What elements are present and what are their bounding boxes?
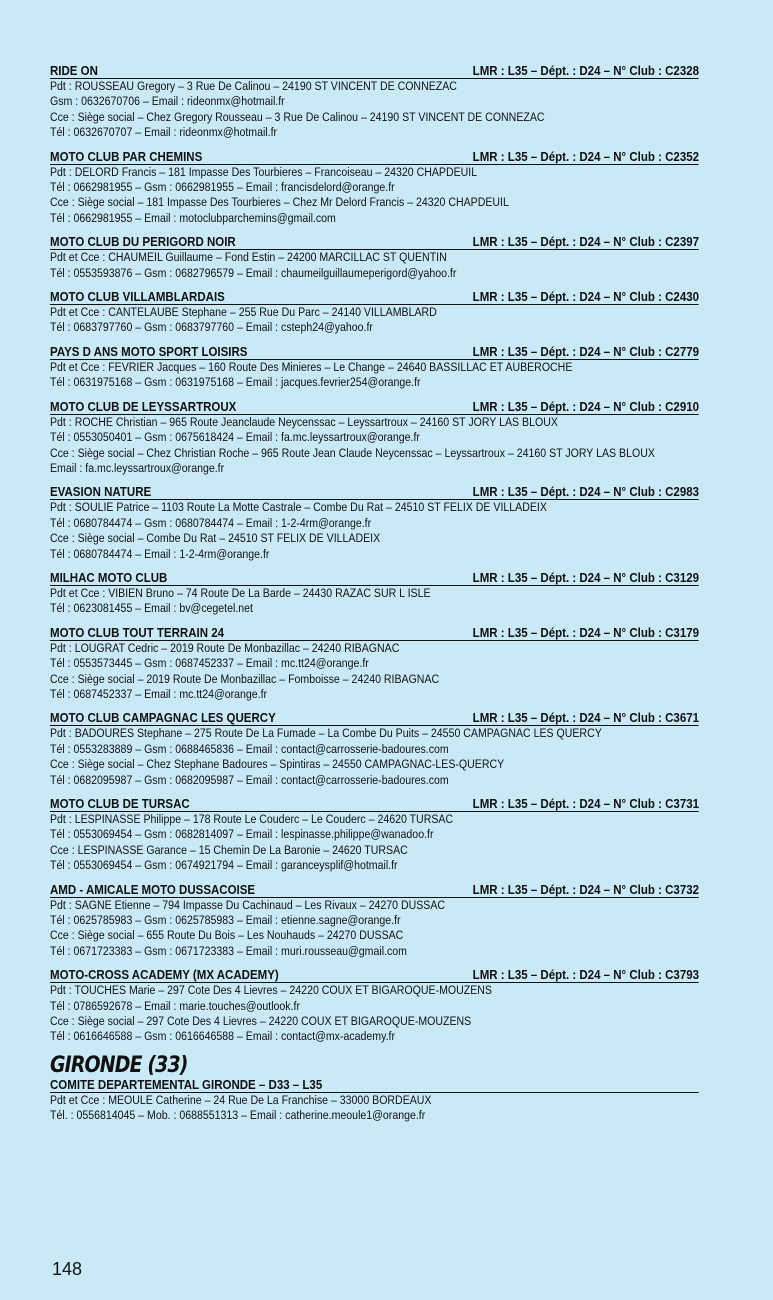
club-code: LMR : L35 – Dépt. : D24 – N° Club : C3179 (472, 625, 700, 640)
club-entry (50, 235, 699, 281)
club-contact-line: Pdt : DELORD Francis – 181 Impasse Des Tourbieres – Francoiseau – 24320 CHAPDEUIL (50, 164, 478, 179)
club-contact-line: Pdt : LOUGRAT Cedric – 2019 Route De Monbazillac – 24240 RIBAGNAC (50, 640, 400, 655)
club-contact-line: Tél : 0625785983 – Gsm : 0625785983 – Email : etienne.sagne@orange.fr (50, 913, 401, 928)
club-contact-line: Pdt : SOULIE Patrice – 1103 Route La Motte Castrale – Combe Du Rat – 24510 ST FELIX DE VILLADEIX (50, 500, 547, 515)
club-contact-line: Tél : 0682095987 – Gsm : 0682095987 – Email : contact@carrosserie-badoures.com (50, 772, 449, 787)
club-header (50, 485, 699, 500)
club-header (50, 235, 699, 250)
club-contact-line: Cce : Siège social – 181 Impasse Des Tourbieres – Chez Mr Delord Francis – 24320 CHAPDEUIL (50, 195, 509, 210)
club-contact-line: Tél : 0553050401 – Gsm : 0675618424 – Email : fa.mc.leyssartroux@orange.fr (50, 430, 420, 445)
club-contact-line: Tél : 0616646588 – Gsm : 0616646588 – Email : contact@mx-academy.fr (50, 1029, 396, 1044)
club-name: MOTO CLUB DE LEYSSARTROUX (50, 399, 237, 414)
club-entry (50, 626, 699, 703)
club-header (50, 150, 699, 165)
club-contact-line: Pdt : ROCHE Christian – 965 Route Jeanclaude Neycenssac – Leyssartroux – 24160 ST JORY LAS BLOUX (50, 414, 558, 429)
club-header (50, 64, 699, 79)
club-name: MOTO CLUB DE TURSAC (50, 797, 190, 811)
club-contact-line: Pdt : BADOURES Stephane – 275 Route De La Fumade – La Combe Du Puits – 24550 CAMPAGNAC LES QUERCY (50, 726, 602, 741)
club-contact-line: Email : fa.mc.leyssartroux@orange.fr (50, 460, 225, 475)
page-number: 148 (52, 1259, 83, 1279)
club-contact-line: Tél : 0687452337 – Email : mc.tt24@orange.fr (50, 686, 268, 701)
club-list (50, 64, 699, 1045)
club-contact-line: Cce : Siège social – 2019 Route De Monbazillac – Fomboisse – 24240 RIBAGNAC (50, 671, 440, 686)
club-header (50, 290, 699, 305)
club-name: MOTO CLUB PAR CHEMINS (50, 149, 203, 164)
club-entry (50, 797, 699, 874)
club-contact-line: Cce : Siège social – Chez Christian Roche – 965 Route Jean Claude Neycenssac – Leyssartroux – 24160 ST JORY LAS BLOUX (50, 445, 655, 460)
club-contact-line: Tél : 0632670707 – Email : rideonmx@hotmail.fr (50, 125, 278, 140)
club-contact-line: Tél : 0680784474 – Email : 1-2-4rm@orange.fr (50, 546, 270, 561)
club-header (50, 711, 699, 726)
club-header (50, 883, 699, 898)
club-contact-line: Pdt : TOUCHES Marie – 297 Cote Des 4 Lievres – 24220 COUX ET BIGAROQUE-MOUZENS (50, 983, 492, 998)
club-contact-line: Tél : 0671723383 – Gsm : 0671723383 – Email : muri.rousseau@gmail.com (50, 943, 407, 958)
club-contact-line: Tél : 0553069454 – Gsm : 0674921794 – Email : garanceysplif@hotmail.fr (50, 858, 398, 873)
gironde-section (50, 1054, 699, 1124)
club-contact-line: Tél : 0553069454 – Gsm : 0682814097 – Email : lespinasse.philippe@wanadoo.fr (50, 827, 434, 842)
club-header (50, 968, 699, 983)
club-contact-line: Pdt : SAGNE Etienne – 794 Impasse Du Cachinaud – Les Rivaux – 24270 DUSSAC (50, 897, 446, 912)
club-contact-line: Cce : Siège social – 297 Cote Des 4 Lievres – 24220 COUX ET BIGAROQUE-MOUZENS (50, 1014, 472, 1029)
club-code: LMR : L35 – Dépt. : D24 – N° Club : C2397 (472, 235, 700, 250)
committee-name: COMITE DEPARTEMENTAL GIRONDE – D33 – L35 (50, 1077, 323, 1092)
club-entry (50, 150, 699, 227)
club-header (50, 345, 699, 360)
club-contact-line: Tél : 0786592678 – Email : marie.touches@outlook.fr (50, 998, 301, 1013)
club-contact-line: Pdt : LESPINASSE Philippe – 178 Route Le Couderc – Le Couderc – 24620 TURSAC (50, 812, 454, 826)
club-contact-line: Pdt et Cce : VIBIEN Bruno – 74 Route De La Barde – 24430 RAZAC SUR L ISLE (50, 585, 431, 600)
club-header (50, 626, 699, 641)
club-code: LMR : L35 – Dépt. : D24 – N° Club : C2352 (472, 149, 700, 164)
club-contact-line: Pdt et Cce : FEVRIER Jacques – 160 Route Des Minieres – Le Change – 24640 BASSILLAC ET AUBEROCHE (50, 359, 573, 374)
club-code: LMR : L35 – Dépt. : D24 – N° Club : C2430 (472, 290, 700, 305)
club-contact-line: Cce : Siège social – 655 Route Du Bois – Les Nouhauds – 24270 DUSSAC (50, 928, 404, 943)
club-contact-line: Cce : Siège social – Chez Stephane Badoures – Spintiras – 24550 CAMPAGNAC-LES-QUERCY (50, 757, 505, 772)
committee-line: Pdt et Cce : MEOULE Catherine – 24 Rue De La Franchise – 33000 BORDEAUX (50, 1092, 432, 1107)
club-name: MOTO CLUB TOUT TERRAIN 24 (50, 625, 225, 640)
club-entry (50, 485, 699, 562)
club-contact-line: Tél : 0680784474 – Gsm : 0680784474 – Email : 1-2-4rm@orange.fr (50, 515, 372, 530)
club-contact-line: Tél : 0631975168 – Gsm : 0631975168 – Email : jacques.fevrier254@orange.fr (50, 375, 421, 390)
club-code: LMR : L35 – Dépt. : D24 – N° Club : C3731 (472, 797, 700, 811)
club-contact-line: Tél : 0553573445 – Gsm : 0687452337 – Email : mc.tt24@orange.fr (50, 656, 369, 671)
club-entry (50, 64, 699, 141)
club-contact-line: Tél : 0683797760 – Gsm : 0683797760 – Email : csteph24@yahoo.fr (50, 320, 373, 335)
club-contact-line: Cce : LESPINASSE Garance – 15 Chemin De La Baronie – 24620 TURSAC (50, 842, 408, 857)
club-entry (50, 571, 699, 617)
club-name: MOTO CLUB CAMPAGNAC LES QUERCY (50, 711, 276, 726)
committee-line: Tél. : 0556814045 – Mob. : 0688551313 – Email : catherine.meoule1@orange.fr (50, 1108, 426, 1123)
club-code: LMR : L35 – Dépt. : D24 – N° Club : C3129 (472, 570, 700, 585)
club-name: EVASION NATURE (50, 485, 152, 500)
club-name: MOTO CLUB VILLAMBLARDAIS (50, 290, 225, 305)
club-contact-line: Tél : 0553283889 – Gsm : 0688465836 – Email : contact@carrosserie-badoures.com (50, 741, 449, 756)
club-contact-line: Cce : Siège social – Combe Du Rat – 24510 ST FELIX DE VILLADEIX (50, 531, 381, 546)
club-contact-line: Cce : Siège social – Chez Gregory Rousseau – 3 Rue De Calinou – 24190 ST VINCENT DE CONNEZAC (50, 109, 545, 124)
club-name: MILHAC MOTO CLUB (50, 570, 168, 585)
club-contact-line: Pdt et Cce : CHAUMEIL Guillaume – Fond Estin – 24200 MARCILLAC ST QUENTIN (50, 250, 447, 265)
club-code: LMR : L35 – Dépt. : D24 – N° Club : C3671 (472, 711, 700, 726)
club-entry (50, 345, 699, 391)
club-name: PAYS D ANS MOTO SPORT LOISIRS (50, 344, 248, 359)
club-contact-line: Pdt et Cce : CANTELAUBE Stephane – 255 Rue Du Parc – 24140 VILLAMBLARD (50, 305, 437, 320)
club-contact-line: Pdt : ROUSSEAU Gregory – 3 Rue De Calinou – 24190 ST VINCENT DE CONNEZAC (50, 79, 457, 93)
club-entry (50, 711, 699, 788)
club-entry (50, 290, 699, 336)
club-entry (50, 968, 699, 1045)
club-header (50, 400, 699, 415)
club-name: MOTO CLUB DU PERIGORD NOIR (50, 235, 236, 250)
club-contact-line: Tél : 0662981955 – Gsm : 0662981955 – Email : francisdelord@orange.fr (50, 180, 395, 195)
club-name: MOTO-CROSS ACADEMY (MX ACADEMY) (50, 968, 279, 983)
club-header (50, 571, 699, 586)
club-contact-line: Tél : 0623081455 – Email : bv@cegetel.net (50, 601, 253, 616)
club-code: LMR : L35 – Dépt. : D24 – N° Club : C2910 (472, 399, 700, 414)
club-name: AMD - AMICALE MOTO DUSSACOISE (50, 882, 256, 897)
club-entry (50, 400, 699, 477)
club-code: LMR : L35 – Dépt. : D24 – N° Club : C2328 (472, 64, 700, 78)
club-code: LMR : L35 – Dépt. : D24 – N° Club : C2983 (472, 485, 700, 500)
club-name: RIDE ON (50, 64, 98, 78)
club-code: LMR : L35 – Dépt. : D24 – N° Club : C3732 (472, 882, 700, 897)
section-title: GIRONDE (33) (50, 1052, 188, 1078)
committee-entry (50, 1078, 699, 1124)
club-code: LMR : L35 – Dépt. : D24 – N° Club : C2779 (472, 344, 700, 359)
club-header (50, 797, 699, 812)
club-contact-line: Tél : 0553593876 – Gsm : 0682796579 – Email : chaumeilguillaumeperigord@yahoo.fr (50, 265, 457, 280)
club-contact-line: Gsm : 0632670706 – Email : rideonmx@hotmail.fr (50, 94, 285, 109)
committee-header (50, 1078, 699, 1093)
club-contact-line: Tél : 0662981955 – Email : motoclubparchemins@gmail.com (50, 210, 336, 225)
club-code: LMR : L35 – Dépt. : D24 – N° Club : C3793 (472, 968, 700, 983)
club-entry (50, 883, 699, 960)
